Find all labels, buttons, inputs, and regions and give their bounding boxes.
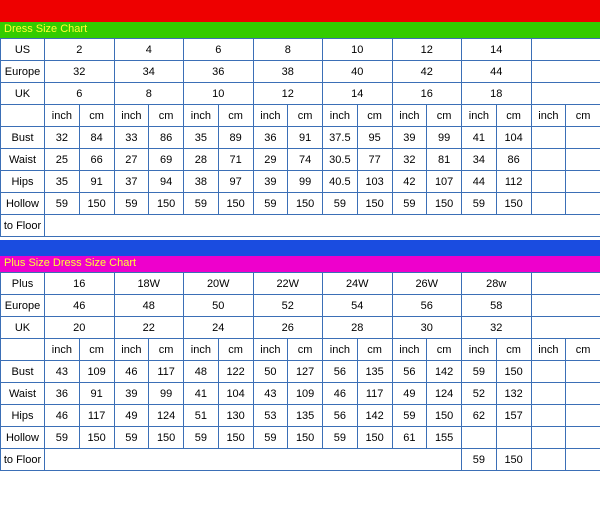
cell-plus-uk-6: 32 — [462, 317, 532, 339]
table-row — [1, 127, 600, 149]
cell-plus-waist-1: 91 — [79, 383, 114, 405]
cell-plus-hollow-cont-15 — [566, 449, 600, 471]
plus-unit-inch-6: inch — [462, 339, 497, 361]
cell-plus-bust-2: 46 — [114, 361, 149, 383]
cell-plus-bust-5: 122 — [218, 361, 253, 383]
cell-plus-hollow-cont-14 — [531, 449, 566, 471]
cell-hips-11: 107 — [427, 171, 462, 193]
cell-plus-hollow-1: 150 — [79, 427, 114, 449]
cell-plus-hollow-5: 150 — [218, 427, 253, 449]
cell-hips-7: 99 — [288, 171, 323, 193]
table-row-units — [1, 339, 600, 361]
cell-bust-7: 91 — [288, 127, 323, 149]
cell-uk-pad — [531, 83, 600, 105]
cell-plus-uk-pad — [531, 317, 600, 339]
cell-plus-hips-0: 46 — [45, 405, 80, 427]
plus-unit-inch-5: inch — [392, 339, 427, 361]
table-row-hollow-cont — [1, 215, 600, 237]
cell-hips-12: 44 — [462, 171, 497, 193]
cell-plus-bust-12: 59 — [462, 361, 497, 383]
cell-hollow-8: 59 — [323, 193, 358, 215]
cell-plus-uk-1: 22 — [114, 317, 184, 339]
cell-plus-bust-14 — [531, 361, 566, 383]
cell-bust-1: 84 — [79, 127, 114, 149]
cell-hollow-7: 150 — [288, 193, 323, 215]
cell-us-6: 14 — [462, 39, 532, 61]
cell-plus-pad — [531, 273, 600, 295]
plus-chart-blue-band — [0, 240, 600, 256]
plus-unit-inch-4: inch — [323, 339, 358, 361]
unit-cm-1: cm — [149, 105, 184, 127]
cell-waist-15 — [566, 149, 600, 171]
cell-uk-0: 6 — [45, 83, 115, 105]
row-label-uk: UK — [1, 83, 45, 105]
cell-plus-waist-9: 117 — [357, 383, 392, 405]
cell-waist-11: 81 — [427, 149, 462, 171]
cell-hollow-2: 59 — [114, 193, 149, 215]
cell-plus-uk-0: 20 — [45, 317, 115, 339]
table-row — [1, 361, 600, 383]
row-label-europe: Europe — [1, 61, 45, 83]
cell-plus-waist-0: 36 — [45, 383, 80, 405]
unit-inch-6: inch — [462, 105, 497, 127]
table-row — [1, 383, 600, 405]
table-row-units — [1, 105, 600, 127]
cell-uk-5: 16 — [392, 83, 462, 105]
cell-plus-hollow-15 — [566, 427, 600, 449]
cell-plus-hips-1: 117 — [79, 405, 114, 427]
table-row — [1, 171, 600, 193]
plus-chart-title: Plus Size Dress Size Chart — [4, 257, 137, 269]
cell-eu-3: 38 — [253, 61, 323, 83]
cell-hips-6: 39 — [253, 171, 288, 193]
cell-plus-waist-5: 104 — [218, 383, 253, 405]
cell-plus-bust-11: 142 — [427, 361, 462, 383]
row-label-hips: Hips — [1, 171, 45, 193]
cell-plus-bust-6: 50 — [253, 361, 288, 383]
cell-uk-1: 8 — [114, 83, 184, 105]
cell-hips-1: 91 — [79, 171, 114, 193]
cell-us-2: 6 — [184, 39, 254, 61]
cell-waist-0: 25 — [45, 149, 80, 171]
cell-eu-6: 44 — [462, 61, 532, 83]
cell-waist-14 — [531, 149, 566, 171]
row-label-waist: Waist — [1, 149, 45, 171]
cell-plus-waist-7: 109 — [288, 383, 323, 405]
row-label-plus-hollow: Hollow — [1, 427, 45, 449]
cell-plus-hips-9: 142 — [357, 405, 392, 427]
cell-plus-4: 24W — [323, 273, 393, 295]
cell-uk-3: 12 — [253, 83, 323, 105]
cell-plus-hollow-13 — [496, 427, 531, 449]
plus-unit-inch-3: inch — [253, 339, 288, 361]
cell-plus-eu-0: 46 — [45, 295, 115, 317]
cell-hollow-10: 59 — [392, 193, 427, 215]
cell-plus-bust-3: 117 — [149, 361, 184, 383]
cell-hips-2: 37 — [114, 171, 149, 193]
cell-plus-bust-10: 56 — [392, 361, 427, 383]
cell-plus-eu-6: 58 — [462, 295, 532, 317]
table-row — [1, 427, 600, 449]
row-label-units — [1, 105, 45, 127]
cell-us-5: 12 — [392, 39, 462, 61]
cell-plus-bust-15 — [566, 361, 600, 383]
cell-waist-4: 28 — [184, 149, 219, 171]
cell-bust-15 — [566, 127, 600, 149]
cell-hollow-cont-blank — [45, 215, 600, 237]
row-label-plus-waist: Waist — [1, 383, 45, 405]
plus-unit-cm-0: cm — [79, 339, 114, 361]
row-label-us: US — [1, 39, 45, 61]
unit-cm-4: cm — [357, 105, 392, 127]
dress-chart-title: Dress Size Chart — [4, 23, 88, 35]
table-row — [1, 193, 600, 215]
cell-bust-6: 36 — [253, 127, 288, 149]
cell-bust-3: 86 — [149, 127, 184, 149]
cell-hollow-4: 59 — [184, 193, 219, 215]
table-row — [1, 39, 600, 61]
cell-plus-hollow-4: 59 — [184, 427, 219, 449]
cell-eu-pad — [531, 61, 600, 83]
cell-plus-uk-3: 26 — [253, 317, 323, 339]
cell-hips-9: 103 — [357, 171, 392, 193]
unit-inch-7: inch — [531, 105, 566, 127]
unit-cm-0: cm — [79, 105, 114, 127]
plus-unit-cm-6: cm — [496, 339, 531, 361]
plus-unit-cm-1: cm — [149, 339, 184, 361]
cell-plus-bust-13: 150 — [496, 361, 531, 383]
plus-unit-inch-2: inch — [184, 339, 219, 361]
row-label-plus: Plus — [1, 273, 45, 295]
cell-plus-hollow-10: 61 — [392, 427, 427, 449]
cell-plus-hips-4: 51 — [184, 405, 219, 427]
unit-cm-5: cm — [427, 105, 462, 127]
unit-inch-1: inch — [114, 105, 149, 127]
cell-waist-9: 77 — [357, 149, 392, 171]
row-label-bust: Bust — [1, 127, 45, 149]
unit-inch-2: inch — [184, 105, 219, 127]
cell-plus-waist-8: 46 — [323, 383, 358, 405]
cell-uk-4: 14 — [323, 83, 393, 105]
cell-plus-5: 26W — [392, 273, 462, 295]
cell-plus-hollow-cont-blank — [45, 449, 462, 471]
cell-plus-waist-13: 132 — [496, 383, 531, 405]
cell-us-4: 10 — [323, 39, 393, 61]
cell-plus-hips-7: 135 — [288, 405, 323, 427]
cell-plus-hips-2: 49 — [114, 405, 149, 427]
cell-plus-2: 20W — [184, 273, 254, 295]
cell-hollow-6: 59 — [253, 193, 288, 215]
table-row — [1, 83, 600, 105]
table-row — [1, 149, 600, 171]
cell-plus-hips-6: 53 — [253, 405, 288, 427]
row-label-hollow-to-floor: to Floor — [1, 215, 45, 237]
plus-unit-cm-4: cm — [357, 339, 392, 361]
table-row — [1, 295, 600, 317]
cell-plus-1: 18W — [114, 273, 184, 295]
unit-cm-2: cm — [218, 105, 253, 127]
cell-eu-5: 42 — [392, 61, 462, 83]
cell-plus-eu-pad — [531, 295, 600, 317]
cell-hollow-0: 59 — [45, 193, 80, 215]
dress-chart-title-band — [0, 22, 600, 38]
cell-plus-hollow-cont-12: 59 — [462, 449, 497, 471]
cell-hollow-15 — [566, 193, 600, 215]
cell-plus-hips-8: 56 — [323, 405, 358, 427]
cell-hollow-12: 59 — [462, 193, 497, 215]
cell-plus-eu-1: 48 — [114, 295, 184, 317]
cell-plus-waist-4: 41 — [184, 383, 219, 405]
cell-plus-bust-4: 48 — [184, 361, 219, 383]
cell-hips-14 — [531, 171, 566, 193]
cell-plus-hollow-7: 150 — [288, 427, 323, 449]
cell-plus-3: 22W — [253, 273, 323, 295]
cell-hollow-1: 150 — [79, 193, 114, 215]
cell-bust-0: 32 — [45, 127, 80, 149]
table-row — [1, 273, 600, 295]
plus-unit-cm-5: cm — [427, 339, 462, 361]
table-row — [1, 405, 600, 427]
cell-bust-4: 35 — [184, 127, 219, 149]
cell-bust-10: 39 — [392, 127, 427, 149]
cell-plus-hollow-14 — [531, 427, 566, 449]
cell-plus-waist-12: 52 — [462, 383, 497, 405]
cell-bust-2: 33 — [114, 127, 149, 149]
cell-hips-13: 112 — [496, 171, 531, 193]
cell-hollow-3: 150 — [149, 193, 184, 215]
cell-plus-hips-13: 157 — [496, 405, 531, 427]
cell-plus-bust-9: 135 — [357, 361, 392, 383]
cell-plus-eu-4: 54 — [323, 295, 393, 317]
plus-unit-cm-7: cm — [566, 339, 600, 361]
cell-plus-6: 28w — [462, 273, 532, 295]
row-label-plus-europe: Europe — [1, 295, 45, 317]
cell-waist-6: 29 — [253, 149, 288, 171]
cell-us-3: 8 — [253, 39, 323, 61]
cell-bust-9: 95 — [357, 127, 392, 149]
cell-plus-hollow-0: 59 — [45, 427, 80, 449]
cell-waist-12: 34 — [462, 149, 497, 171]
table-row — [1, 61, 600, 83]
cell-plus-bust-0: 43 — [45, 361, 80, 383]
cell-plus-uk-5: 30 — [392, 317, 462, 339]
cell-eu-1: 34 — [114, 61, 184, 83]
cell-hollow-14 — [531, 193, 566, 215]
cell-waist-13: 86 — [496, 149, 531, 171]
cell-plus-eu-2: 50 — [184, 295, 254, 317]
unit-cm-7: cm — [566, 105, 600, 127]
cell-plus-hollow-11: 155 — [427, 427, 462, 449]
cell-waist-10: 32 — [392, 149, 427, 171]
plus-unit-inch-1: inch — [114, 339, 149, 361]
cell-plus-waist-14 — [531, 383, 566, 405]
plus-unit-inch-0: inch — [45, 339, 80, 361]
cell-plus-bust-1: 109 — [79, 361, 114, 383]
cell-waist-5: 71 — [218, 149, 253, 171]
cell-plus-hips-10: 59 — [392, 405, 427, 427]
unit-cm-6: cm — [496, 105, 531, 127]
unit-inch-5: inch — [392, 105, 427, 127]
row-label-plus-hollow-to-floor: to Floor — [1, 449, 45, 471]
cell-eu-2: 36 — [184, 61, 254, 83]
cell-us-0: 2 — [45, 39, 115, 61]
cell-plus-hips-5: 130 — [218, 405, 253, 427]
table-row — [1, 317, 600, 339]
cell-hips-5: 97 — [218, 171, 253, 193]
cell-waist-7: 74 — [288, 149, 323, 171]
cell-hollow-9: 150 — [357, 193, 392, 215]
table-row-hollow-cont — [1, 449, 600, 471]
cell-plus-waist-15 — [566, 383, 600, 405]
cell-hips-3: 94 — [149, 171, 184, 193]
cell-plus-hollow-12 — [462, 427, 497, 449]
cell-plus-hollow-6: 59 — [253, 427, 288, 449]
cell-eu-4: 40 — [323, 61, 393, 83]
cell-plus-uk-4: 28 — [323, 317, 393, 339]
cell-bust-8: 37.5 — [323, 127, 358, 149]
cell-plus-0: 16 — [45, 273, 115, 295]
cell-plus-waist-3: 99 — [149, 383, 184, 405]
row-label-plus-units — [1, 339, 45, 361]
row-label-plus-uk: UK — [1, 317, 45, 339]
cell-us-pad — [531, 39, 600, 61]
cell-hollow-13: 150 — [496, 193, 531, 215]
cell-plus-waist-2: 39 — [114, 383, 149, 405]
cell-waist-8: 30.5 — [323, 149, 358, 171]
row-label-plus-hips: Hips — [1, 405, 45, 427]
cell-hips-10: 42 — [392, 171, 427, 193]
cell-bust-14 — [531, 127, 566, 149]
cell-waist-3: 69 — [149, 149, 184, 171]
cell-uk-2: 10 — [184, 83, 254, 105]
plus-size-table — [0, 272, 600, 471]
cell-plus-hollow-cont-13: 150 — [496, 449, 531, 471]
cell-waist-1: 66 — [79, 149, 114, 171]
cell-bust-12: 41 — [462, 127, 497, 149]
cell-plus-waist-6: 43 — [253, 383, 288, 405]
cell-hips-4: 38 — [184, 171, 219, 193]
cell-hips-15 — [566, 171, 600, 193]
cell-plus-hollow-3: 150 — [149, 427, 184, 449]
cell-plus-hips-15 — [566, 405, 600, 427]
plus-unit-cm-3: cm — [288, 339, 323, 361]
cell-plus-hollow-9: 150 — [357, 427, 392, 449]
cell-hips-8: 40.5 — [323, 171, 358, 193]
row-label-hollow: Hollow — [1, 193, 45, 215]
cell-uk-6: 18 — [462, 83, 532, 105]
cell-bust-5: 89 — [218, 127, 253, 149]
plus-chart-title-band — [0, 256, 600, 272]
cell-eu-0: 32 — [45, 61, 115, 83]
cell-plus-waist-10: 49 — [392, 383, 427, 405]
cell-plus-waist-11: 124 — [427, 383, 462, 405]
cell-plus-hollow-2: 59 — [114, 427, 149, 449]
cell-plus-bust-7: 127 — [288, 361, 323, 383]
cell-plus-bust-8: 56 — [323, 361, 358, 383]
cell-plus-uk-2: 24 — [184, 317, 254, 339]
row-label-plus-bust: Bust — [1, 361, 45, 383]
cell-hollow-5: 150 — [218, 193, 253, 215]
cell-plus-eu-3: 52 — [253, 295, 323, 317]
cell-bust-11: 99 — [427, 127, 462, 149]
cell-plus-hips-14 — [531, 405, 566, 427]
cell-plus-eu-5: 56 — [392, 295, 462, 317]
cell-hollow-11: 150 — [427, 193, 462, 215]
cell-plus-hollow-8: 59 — [323, 427, 358, 449]
plus-unit-inch-7: inch — [531, 339, 566, 361]
unit-inch-0: inch — [45, 105, 80, 127]
cell-us-1: 4 — [114, 39, 184, 61]
cell-bust-13: 104 — [496, 127, 531, 149]
cell-plus-hips-11: 150 — [427, 405, 462, 427]
cell-plus-hips-12: 62 — [462, 405, 497, 427]
unit-inch-3: inch — [253, 105, 288, 127]
top-red-band — [0, 0, 600, 22]
unit-cm-3: cm — [288, 105, 323, 127]
cell-plus-hips-3: 124 — [149, 405, 184, 427]
plus-unit-cm-2: cm — [218, 339, 253, 361]
dress-size-table — [0, 38, 600, 237]
cell-waist-2: 27 — [114, 149, 149, 171]
unit-inch-4: inch — [323, 105, 358, 127]
cell-hips-0: 35 — [45, 171, 80, 193]
